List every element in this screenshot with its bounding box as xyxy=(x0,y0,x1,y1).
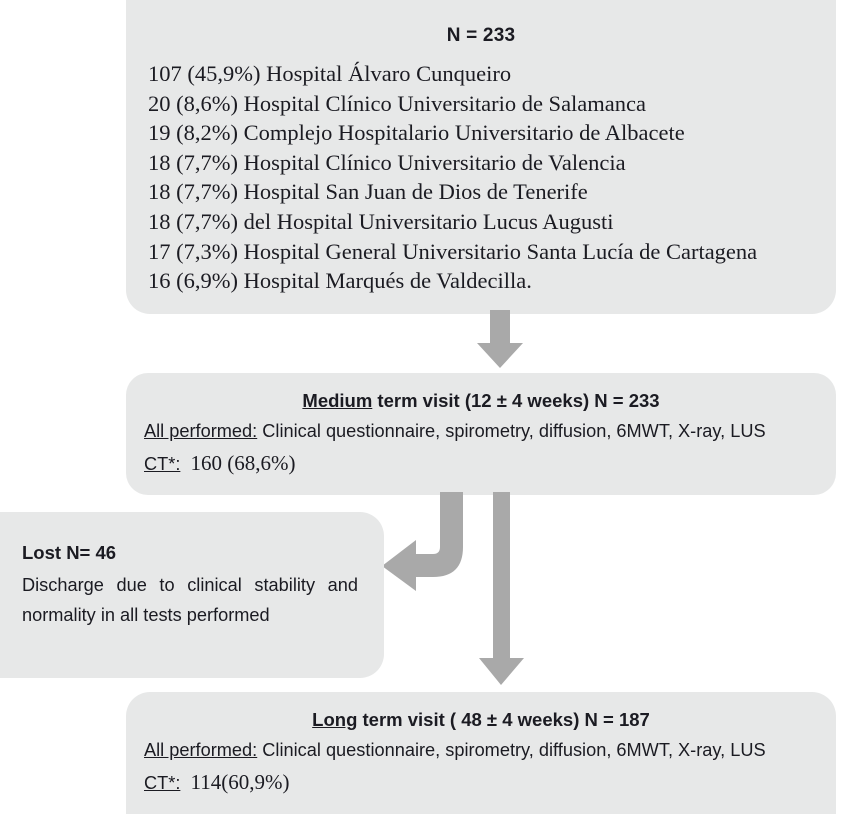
long-ct-value: 114(60,9%) xyxy=(190,770,290,794)
hospital-site-list xyxy=(148,59,836,296)
list-item: 17 (7,3%) Hospital General Universitario Santa Lucía de Cartagena xyxy=(148,238,758,264)
list-item: 107 (45,9%) Hospital Álvaro Cunqueiro xyxy=(148,61,512,86)
medium-ct-value: 160 (68,6%) xyxy=(190,451,296,475)
long-all-performed-value: Clinical questionnaire, spirometry, diffusion, 6MWT, X-ray, LUS xyxy=(257,740,766,760)
long-all-performed-line xyxy=(144,740,836,761)
medium-all-performed-value: Clinical questionnaire, spirometry, diffusion, 6MWT, X-ray, LUS xyxy=(257,421,766,441)
medium-ct-label: CT*: xyxy=(144,454,181,474)
medium-all-performed-line xyxy=(144,421,836,442)
arrow-cohort-to-medium xyxy=(465,310,535,370)
medium-all-performed-label: All performed: xyxy=(144,421,258,441)
long-visit-header xyxy=(126,709,836,731)
cohort-total-label: N = 233 xyxy=(446,25,516,46)
medium-visit-header-underlined: Medium xyxy=(302,390,373,411)
long-ct-line xyxy=(144,770,836,795)
list-item: 18 (7,7%) del Hospital Universitario Lucus Augusti xyxy=(148,208,614,234)
arrow-medium-to-long xyxy=(470,492,540,688)
medium-ct-line xyxy=(144,451,836,476)
list-item: 16 (6,9%) Hospital Marqués de Valdecilla. xyxy=(148,268,532,294)
long-ct-label: CT*: xyxy=(144,773,181,793)
list-item: 20 (8,6%) Hospital Clínico Universitario de Salamanca xyxy=(148,90,646,116)
medium-visit-header xyxy=(126,390,836,412)
lost-reason-text: Discharge due to clinical stability and normality in all tests performed xyxy=(22,575,358,625)
lost-box-content xyxy=(22,542,358,630)
lost-count-label: Lost N= 46 xyxy=(22,542,117,563)
medium-visit-header-rest: term visit (12 ± 4 weeks) N = 233 xyxy=(372,390,660,411)
long-visit-header-underlined: Long xyxy=(312,709,358,730)
long-term-visit-box xyxy=(126,692,836,814)
cohort-box xyxy=(126,0,836,314)
medium-term-visit-box xyxy=(126,373,836,495)
list-item: 19 (8,2%) Complejo Hospitalario Universitario de Albacete xyxy=(148,120,685,146)
list-item: 18 (7,7%) Hospital Clínico Universitario de Valencia xyxy=(148,149,626,175)
long-all-performed-label: All performed: xyxy=(144,740,258,760)
long-visit-header-rest: term visit ( 48 ± 4 weeks) N = 187 xyxy=(357,709,650,730)
list-item: 18 (7,7%) Hospital San Juan de Dios de Tenerife xyxy=(148,179,588,205)
lost-to-followup-box xyxy=(0,512,384,678)
